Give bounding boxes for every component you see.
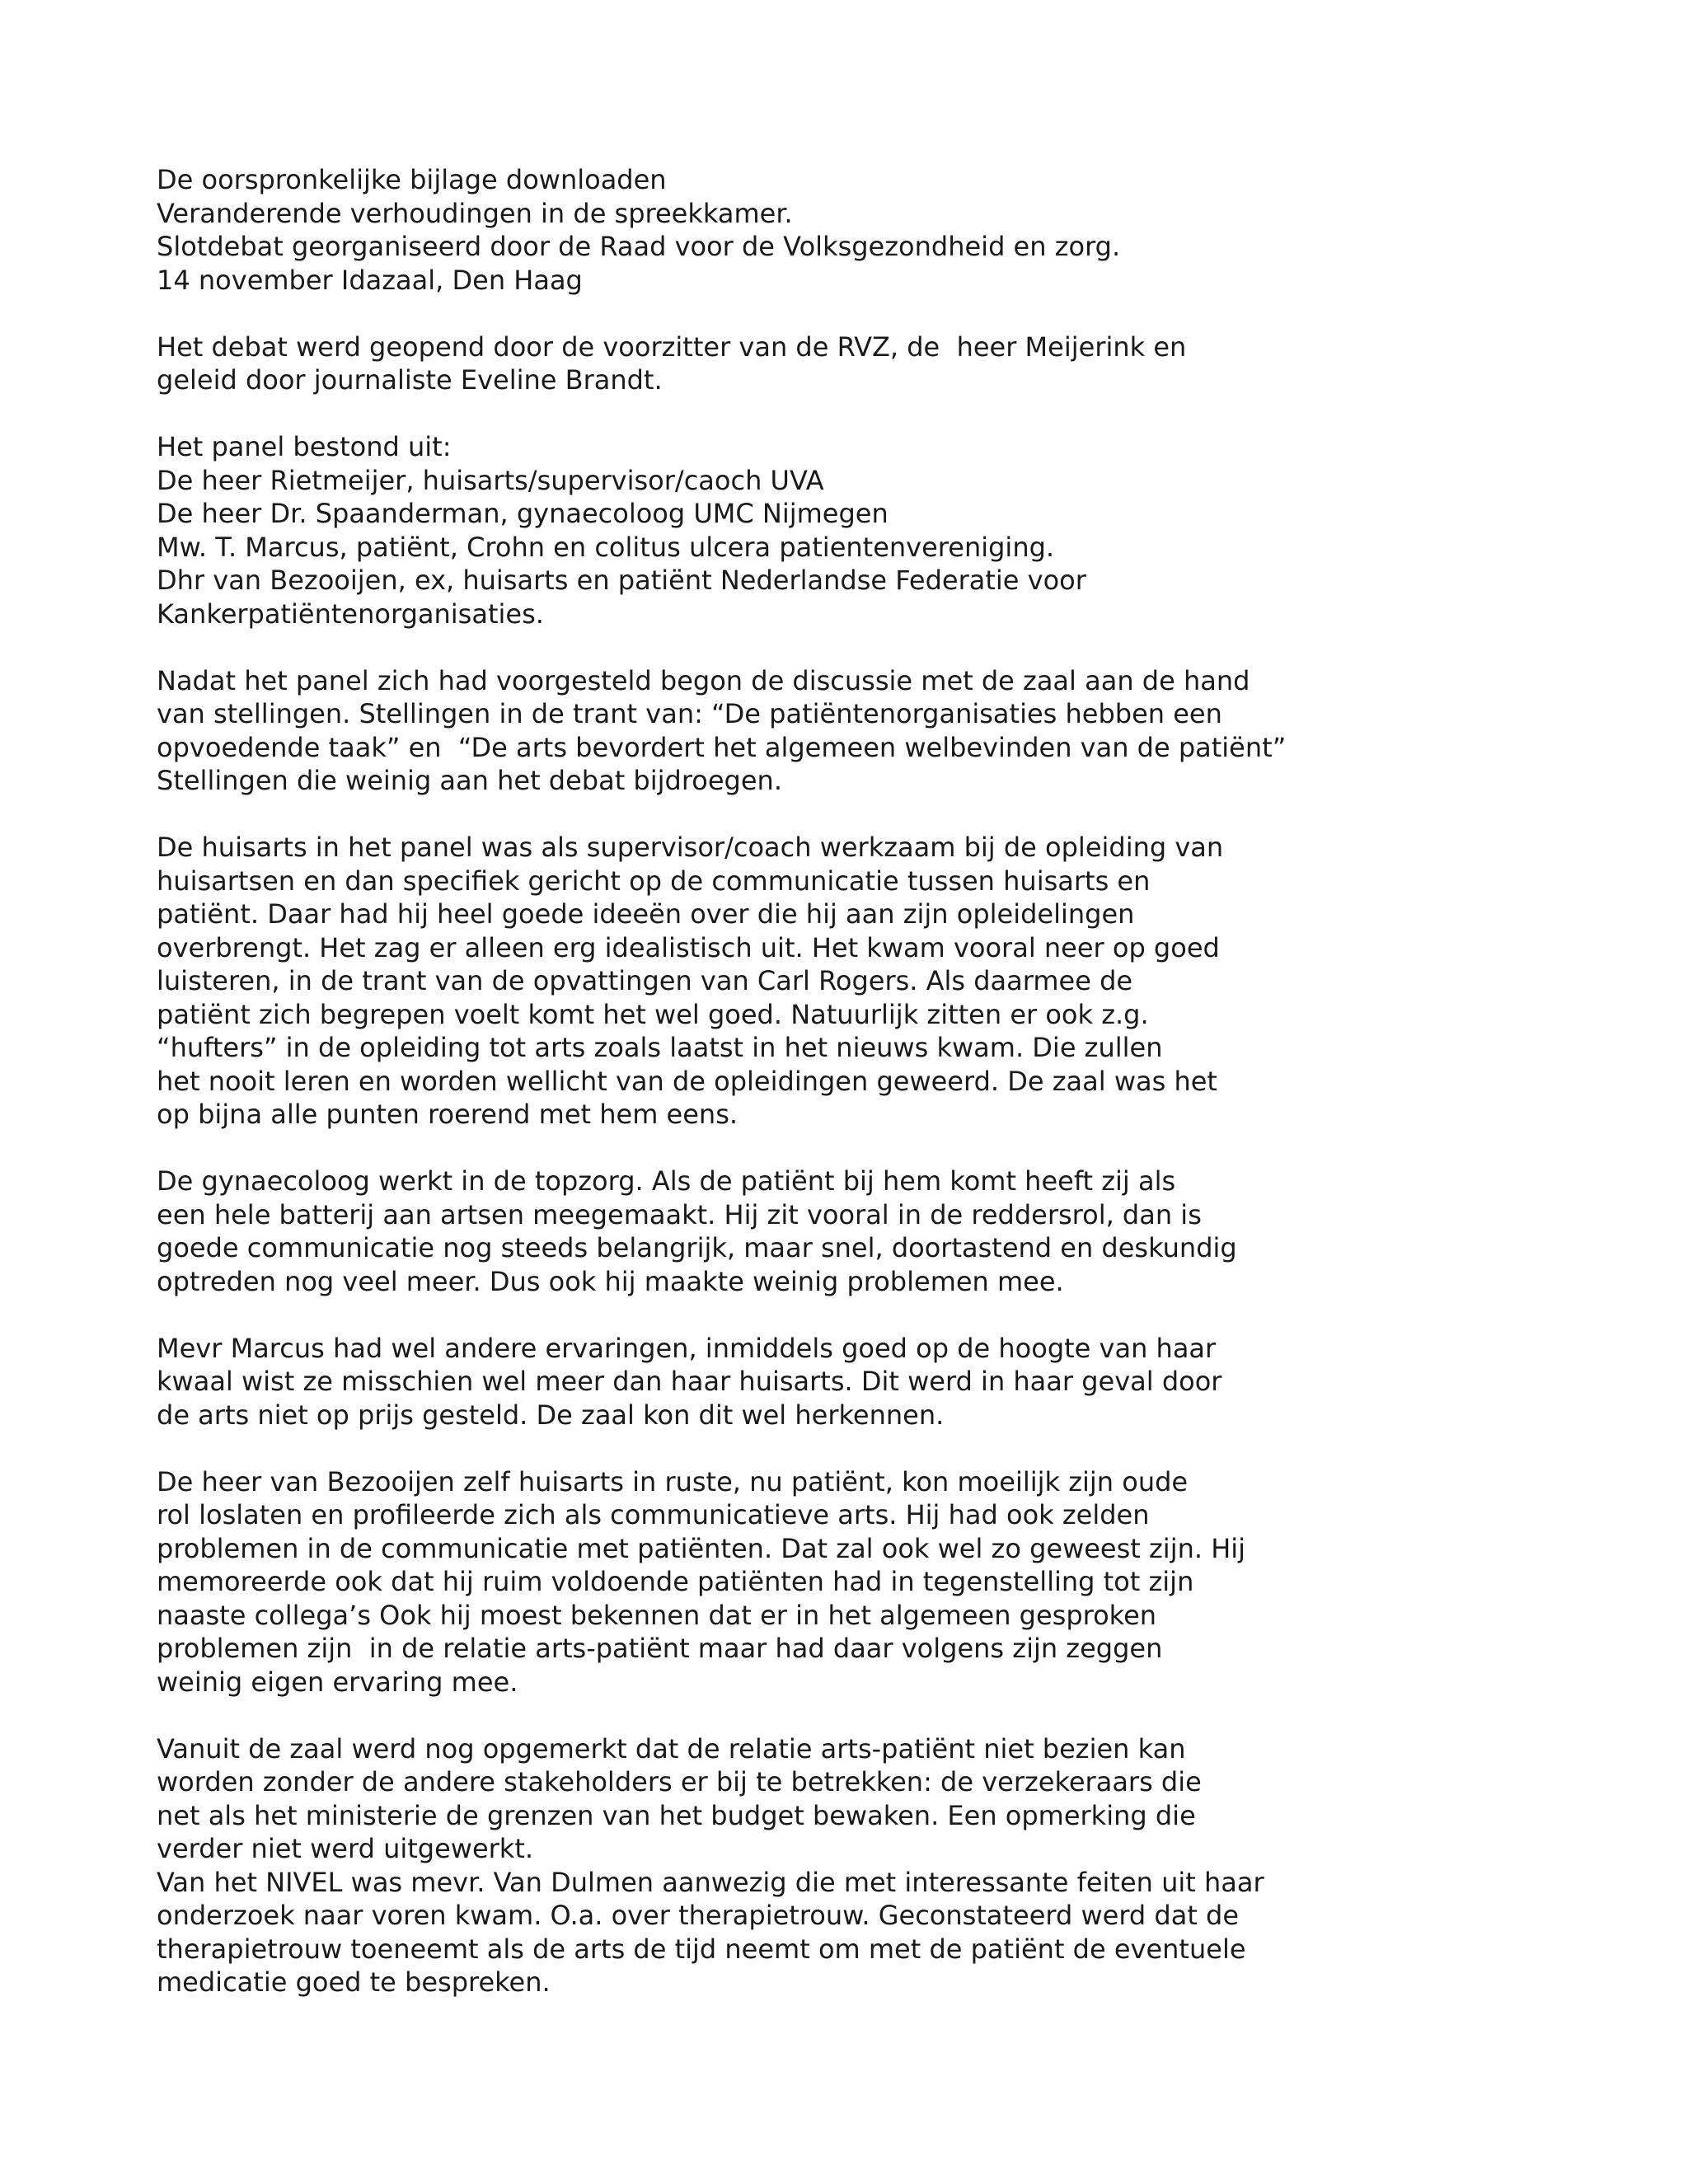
text-line: Kankerpatiëntenorganisaties. [157,598,544,630]
text-line: Stellingen die weinig aan het debat bijdroegen. [157,765,782,796]
text-line: kwaal wist ze misschien wel meer dan haar huisarts. Dit werd in haar geval door [157,1366,1222,1397]
document-subtitle: Slotdebat georganiseerd door de Raad voor de Volksgezondheid en zorg. [157,231,1121,262]
text-line: van stellingen. Stellingen in de trant van: “De patiëntenorganisaties hebben een [157,698,1222,729]
text-line: problemen in de communicatie met patiënten. Dat zal ook wel zo geweest zijn. Hij [157,1532,1246,1564]
text-line: goede communicatie nog steeds belangrijk, maar snel, doortastend en deskundig [157,1232,1237,1263]
text-line: problemen zijn in de relatie arts-patiënt maar had daar volgens zijn zeggen [157,1633,1163,1664]
text-line: Vanuit de zaal werd nog opgemerkt dat de relatie arts-patiënt niet bezien kan [157,1732,1186,1765]
paragraph-spacer [157,297,1558,330]
paragraph-discussion [157,664,1558,798]
text-line: medicatie goed te bespreken. [157,1966,551,1998]
text-line: opvoedende taak” en “De arts bevordert het algemeen welbevinden van de patiënt” [157,731,1287,763]
text-line: Mw. T. Marcus, patiënt, Crohn en colitus ulcera patientenvereniging. [157,531,1055,563]
text-line: De huisarts in het panel was als supervisor/coach werkzaam bij de opleiding van [157,832,1224,863]
text-line: verder niet werd uitgewerkt. [157,1833,534,1864]
paragraph-spacer [157,1699,1558,1732]
paragraph-van-bezooijen [157,1465,1558,1699]
document-title: Veranderende verhoudingen in de spreekkamer. [157,197,793,229]
text-line: op bijna alle punten roerend met hem eens. [157,1099,738,1130]
paragraph-opening [157,330,1558,397]
text-line: Van het NIVEL was mevr. Van Dulmen aanwezig die met interessante feiten uit haar [157,1866,1264,1898]
text-line: rol loslaten en profileerde zich als communicatieve arts. Hij had ook zelden [157,1499,1150,1530]
paragraph-marcus [157,1332,1558,1432]
text-line: De heer Dr. Spaanderman, gynaecoloog UMC Nijmegen [157,498,889,529]
text-line: luisteren, in de trant van de opvattingen van Carl Rogers. Als daarmee de [157,965,1133,996]
text-line: huisartsen en dan specifiek gericht op de communicatie tussen huisarts en [157,865,1151,897]
paragraph-spacer [157,630,1558,664]
text-line: patiënt. Daar had hij heel goede ideeën over die hij aan zijn opleidelingen [157,898,1135,930]
paragraph-gynaecoloog [157,1165,1558,1298]
text-line: geleid door journaliste Eveline Brandt. [157,364,663,396]
text-line: de arts niet op prijs gesteld. De zaal kon dit wel herkennen. [157,1399,945,1431]
text-line: Het debat werd geopend door de voorzitter van de RVZ, de heer Meijerink en [157,330,1187,363]
text-line: “hufters” in de opleiding tot arts zoals laatst in het nieuws kwam. Die zullen [157,1032,1163,1063]
text-line: onderzoek naar voren kwam. O.a. over therapietrouw. Geconstateerd werd dat de [157,1900,1240,1931]
text-line: De heer van Bezooijen zelf huisarts in ruste, nu patiënt, kon moeilijk zijn oude [157,1465,1189,1497]
text-line: het nooit leren en worden wellicht van de opleidingen geweerd. De zaal was het [157,1065,1217,1097]
document-body [157,163,1558,1999]
paragraph-spacer [157,1432,1558,1465]
text-line: optreden nog veel meer. Dus ook hij maakte weinig problemen mee. [157,1265,1064,1297]
text-line: naaste collega’s Ook hij moest bekennen dat er in het algemeen gesproken [157,1599,1157,1631]
text-line: De heer Rietmeijer, huisarts/supervisor/caoch UVA [157,464,824,496]
paragraph-spacer [157,1132,1558,1165]
paragraph-spacer [157,397,1558,431]
text-line: Nadat het panel zich had voorgesteld begon de discussie met de zaal aan de hand [157,664,1250,696]
text-line: memoreerde ook dat hij ruim voldoende patiënten had in tegenstelling tot zijn [157,1566,1194,1597]
paragraph-huisarts [157,831,1558,1132]
text-line: net als het ministerie de grenzen van het budget bewaken. Een opmerking die [157,1799,1196,1831]
text-line: therapietrouw toeneemt als de arts de tijd neemt om met de patiënt de eventuele [157,1933,1246,1965]
paragraph-closing [157,1732,1558,1999]
text-line: een hele batterij aan artsen meegemaakt. Hij zit vooral in de reddersrol, dan is [157,1198,1202,1230]
text-line: Dhr van Bezooijen, ex, huisarts en patiënt Nederlandse Federatie voor [157,565,1086,596]
text-line: Het panel bestond uit: [157,431,452,462]
date-location: 14 november Idazaal, Den Haag [157,264,583,296]
paragraph-panel-members [157,430,1558,630]
text-line: Mevr Marcus had wel andere ervaringen, inmiddels goed op de hoogte van haar [157,1332,1217,1364]
text-line: De gynaecoloog werkt in de topzorg. Als de patiënt bij hem komt heeft zij als [157,1165,1176,1197]
text-line: worden zonder de andere stakeholders er bij te betrekken: de verzekeraars die [157,1766,1202,1797]
download-original-attachment-link[interactable]: De oorspronkelijke bijlage downloaden [157,164,667,195]
text-line: overbrengt. Het zag er alleen erg idealistisch uit. Het kwam vooral neer op goed [157,931,1220,963]
paragraph-spacer [157,1298,1558,1332]
text-line: weinig eigen ervaring mee. [157,1666,518,1698]
text-line: patiënt zich begrepen voelt komt het wel goed. Natuurlijk zitten er ook z.g. [157,998,1149,1030]
document-header [157,163,1558,297]
paragraph-spacer [157,798,1558,832]
